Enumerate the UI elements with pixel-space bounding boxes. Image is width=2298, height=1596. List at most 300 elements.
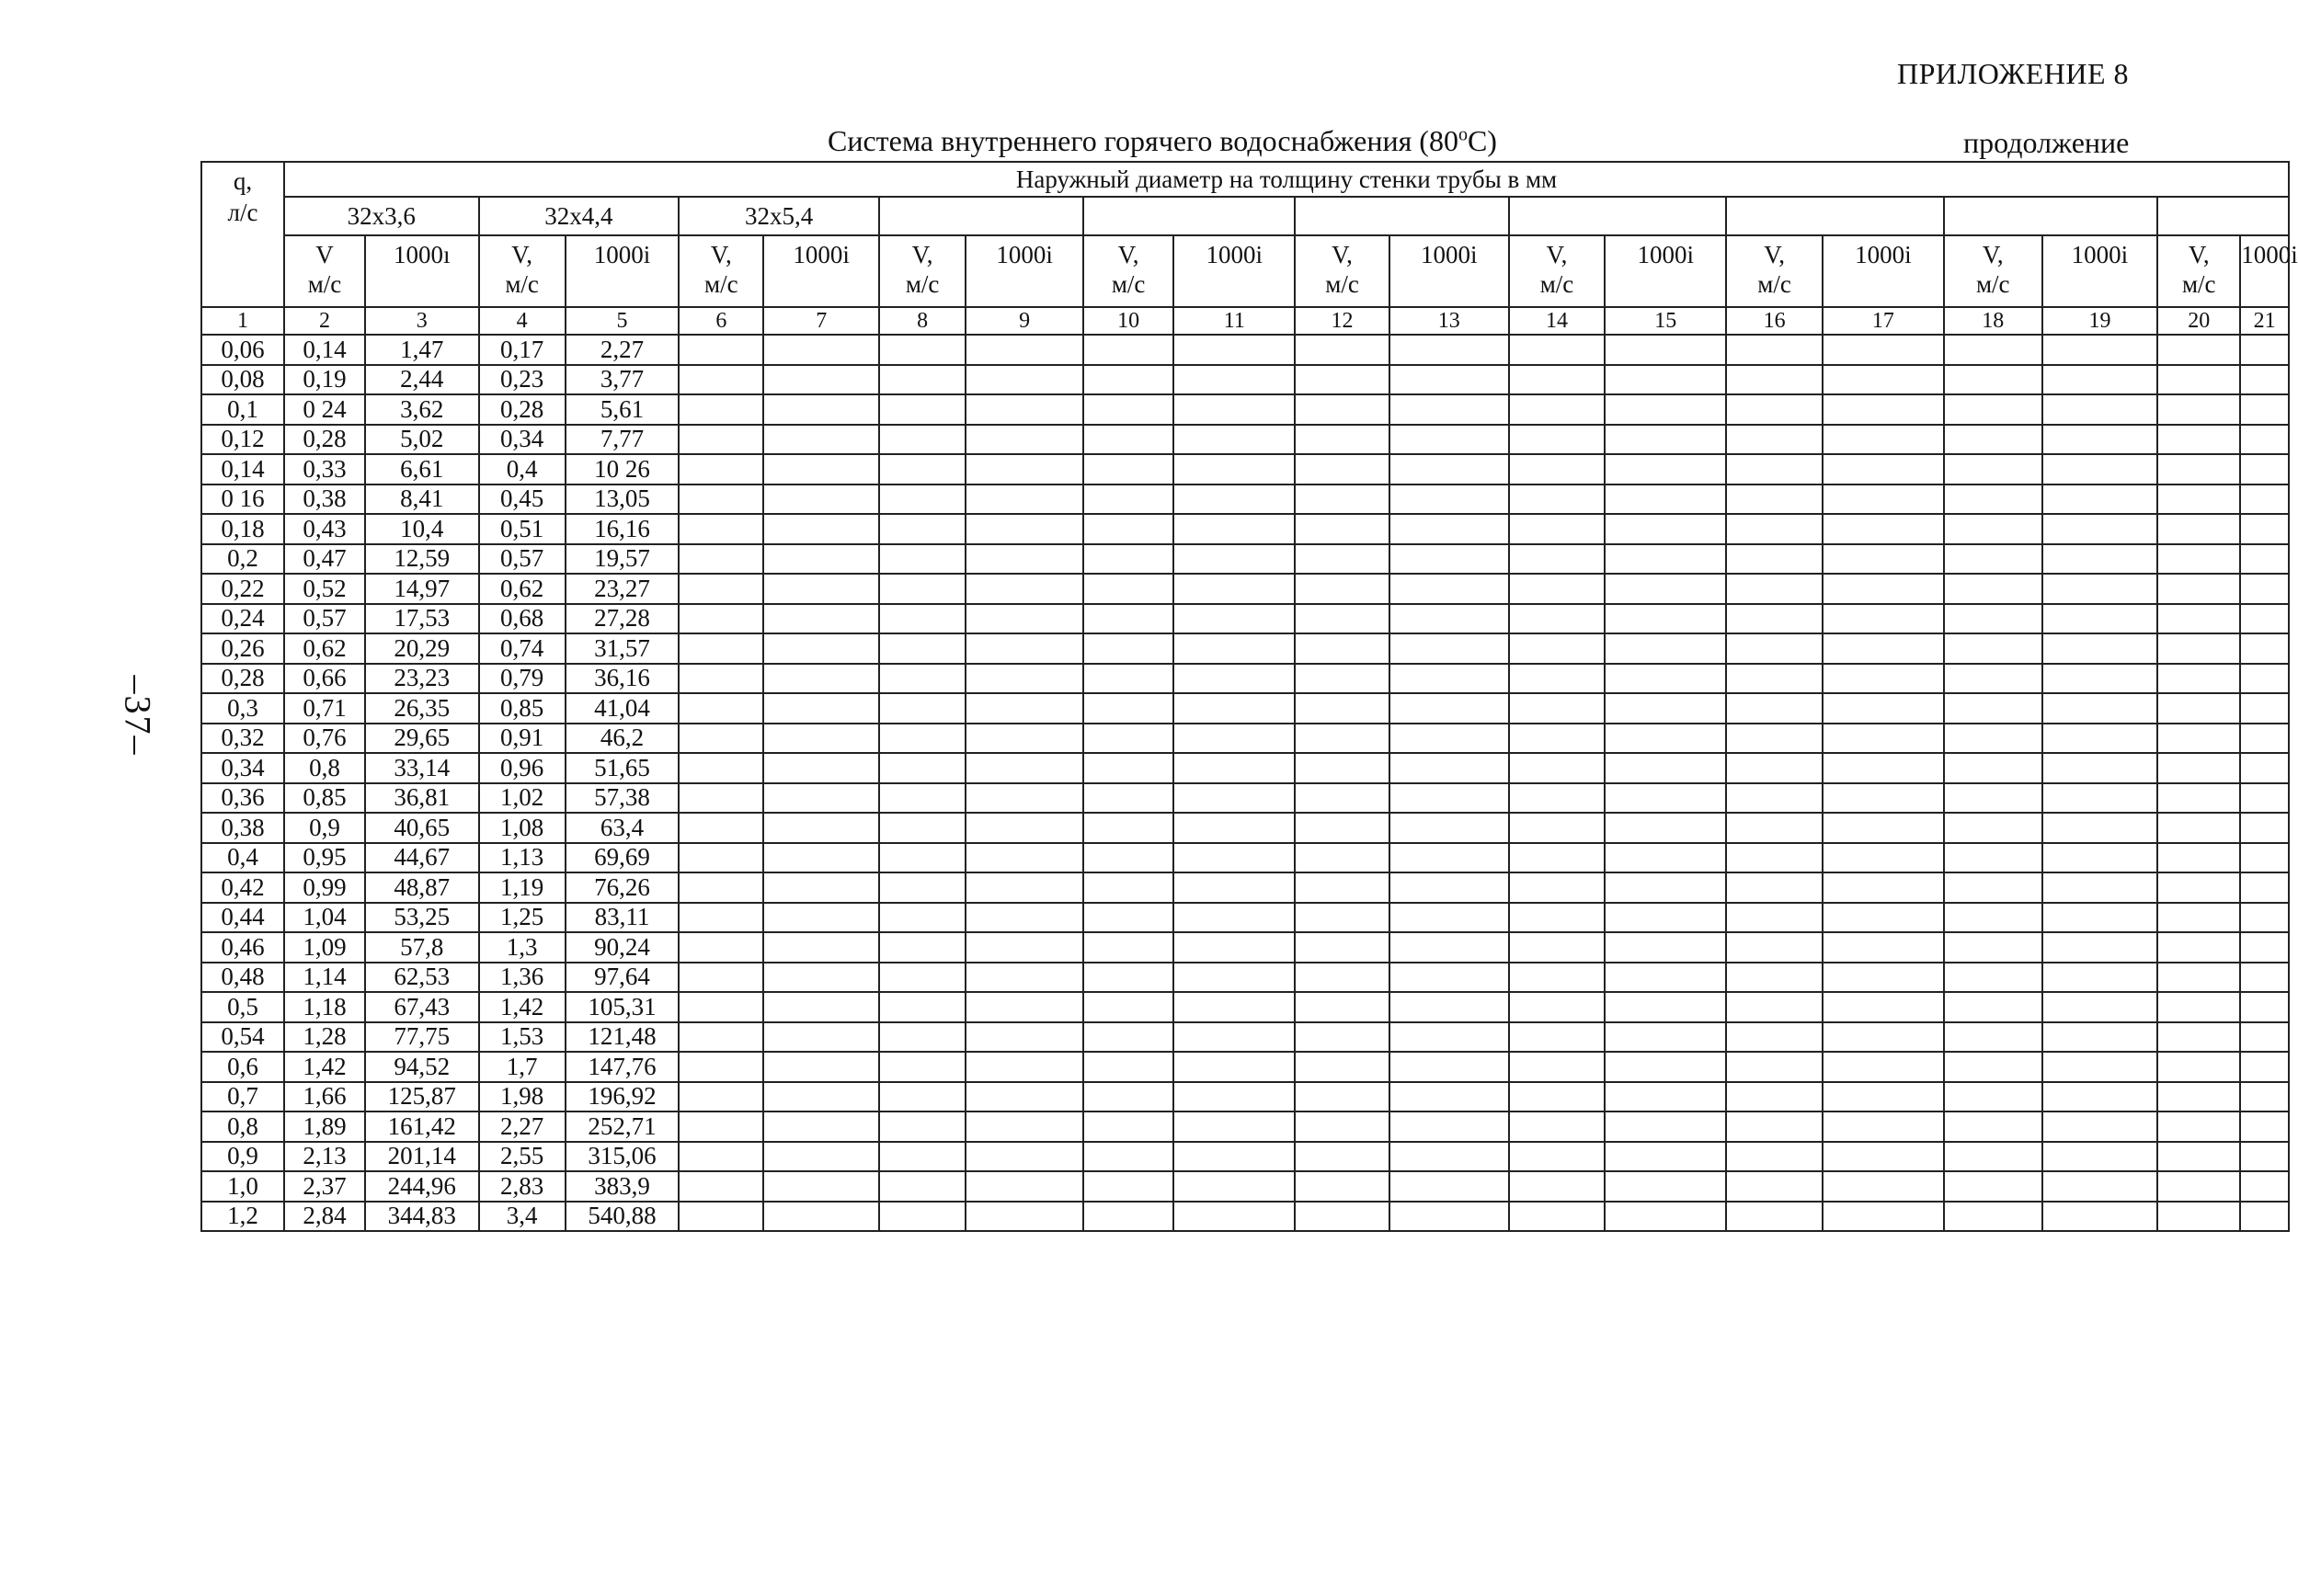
empty-cell (763, 1112, 879, 1142)
empty-cell (1509, 753, 1606, 783)
empty-cell (1389, 813, 1509, 843)
empty-cell (1389, 1112, 1509, 1142)
empty-cell (763, 664, 879, 694)
head-loss-cell: 40,65 (365, 813, 479, 843)
empty-cell (763, 484, 879, 515)
empty-cell (1083, 992, 1173, 1022)
velocity-symbol: V, (2188, 241, 2210, 268)
empty-cell (1173, 394, 1295, 425)
empty-cell (1726, 514, 1823, 544)
empty-cell (1823, 932, 1944, 963)
head-loss-cell: 63,4 (566, 813, 680, 843)
velocity-cell: 1,25 (479, 903, 566, 933)
empty-cell (1726, 1171, 1823, 1202)
empty-cell (679, 664, 763, 694)
velocity-cell: 1,7 (479, 1052, 566, 1082)
empty-cell (679, 1022, 763, 1053)
head-loss-cell: 69,69 (566, 843, 680, 873)
head-loss-cell: 121,48 (566, 1022, 680, 1053)
empty-cell (2240, 425, 2289, 455)
empty-cell (1295, 872, 1389, 903)
empty-cell (1173, 783, 1295, 814)
empty-cell (763, 1052, 879, 1082)
empty-cell (2157, 365, 2240, 395)
velocity-cell: 0,52 (284, 574, 365, 604)
flow-rate-cell: 0,44 (201, 903, 284, 933)
empty-cell (1726, 1022, 1823, 1053)
empty-cell (763, 1022, 879, 1053)
empty-cell (2157, 394, 2240, 425)
velocity-unit: м/с (1111, 270, 1146, 299)
empty-cell (679, 574, 763, 604)
velocity-cell: 2,83 (479, 1171, 566, 1202)
empty-cell (1823, 963, 1944, 993)
empty-cell (879, 1202, 966, 1232)
empty-cell (879, 1171, 966, 1202)
empty-cell (1605, 633, 1726, 664)
empty-cell (2042, 872, 2158, 903)
empty-cell (1295, 365, 1389, 395)
empty-cell (1726, 992, 1823, 1022)
empty-cell (1083, 574, 1173, 604)
empty-cell (2042, 843, 2158, 873)
table-row (201, 484, 2289, 515)
head-loss-cell: 48,87 (365, 872, 479, 903)
empty-cell (966, 813, 1083, 843)
head-loss-cell: 44,67 (365, 843, 479, 873)
empty-cell (763, 693, 879, 724)
head-loss-cell: 97,64 (566, 963, 680, 993)
empty-cell (1173, 1082, 1295, 1112)
empty-cell (1389, 1022, 1509, 1053)
empty-cell (1295, 932, 1389, 963)
empty-cell (763, 544, 879, 575)
empty-cell (1295, 1082, 1389, 1112)
empty-cell (879, 783, 966, 814)
empty-cell (2157, 574, 2240, 604)
empty-cell (1605, 574, 1726, 604)
head-loss-cell: 3,77 (566, 365, 680, 395)
empty-cell (966, 514, 1083, 544)
empty-cell (763, 783, 879, 814)
empty-cell (1509, 903, 1606, 933)
empty-cell (1823, 544, 1944, 575)
velocity-header (1509, 235, 1606, 307)
empty-cell (2042, 1202, 2158, 1232)
empty-cell (1605, 843, 1726, 873)
empty-cell (879, 1082, 966, 1112)
flow-rate-cell: 0,54 (201, 1022, 284, 1053)
empty-cell (1823, 454, 1944, 484)
empty-cell (1083, 1052, 1173, 1082)
empty-cell (1509, 335, 1606, 365)
table-row (201, 514, 2289, 544)
empty-cell (763, 1142, 879, 1172)
flow-rate-cell: 0,24 (201, 604, 284, 634)
empty-cell (2157, 1142, 2240, 1172)
empty-cell (1726, 1202, 1823, 1232)
empty-cell (1509, 514, 1606, 544)
head-loss-cell: 2,27 (566, 335, 680, 365)
empty-cell (966, 664, 1083, 694)
empty-cell (1726, 633, 1823, 664)
empty-cell (1509, 992, 1606, 1022)
empty-cell (1389, 932, 1509, 963)
empty-cell (1605, 1171, 1726, 1202)
empty-cell (1605, 425, 1726, 455)
velocity-header (1726, 235, 1823, 307)
q-header-symbol: q, (233, 167, 253, 195)
velocity-cell: 1,42 (479, 992, 566, 1022)
table-row (201, 454, 2289, 484)
head-loss-cell: 344,83 (365, 1202, 479, 1232)
empty-cell (1605, 753, 1726, 783)
empty-cell (1605, 394, 1726, 425)
column-number: 8 (879, 307, 966, 335)
empty-cell (2157, 963, 2240, 993)
empty-cell (2240, 903, 2289, 933)
column-number: 10 (1083, 307, 1173, 335)
empty-cell (1295, 1171, 1389, 1202)
empty-cell (2042, 992, 2158, 1022)
flow-rate-cell: 0,18 (201, 514, 284, 544)
empty-cell (1726, 425, 1823, 455)
empty-cell (763, 633, 879, 664)
head-loss-cell: 161,42 (365, 1112, 479, 1142)
empty-cell (1295, 903, 1389, 933)
head-loss-cell: 36,81 (365, 783, 479, 814)
empty-cell (2240, 963, 2289, 993)
velocity-unit: м/с (905, 270, 940, 299)
head-loss-cell: 105,31 (566, 992, 680, 1022)
empty-cell (879, 454, 966, 484)
empty-cell (1726, 394, 1823, 425)
empty-cell (1083, 454, 1173, 484)
empty-cell (1295, 1052, 1389, 1082)
empty-cell (966, 872, 1083, 903)
table-row (201, 903, 2289, 933)
empty-cell (1083, 664, 1173, 694)
empty-cell (1726, 932, 1823, 963)
empty-cell (2042, 394, 2158, 425)
empty-cell (1726, 574, 1823, 604)
empty-cell (879, 604, 966, 634)
empty-cell (1509, 1082, 1606, 1112)
velocity-cell: 0,34 (479, 425, 566, 455)
empty-cell (2042, 365, 2158, 395)
flow-rate-cell: 0,5 (201, 992, 284, 1022)
empty-cell (1389, 365, 1509, 395)
empty-cell (1944, 335, 2042, 365)
q-header-unit: л/с (227, 198, 258, 226)
empty-cell (679, 903, 763, 933)
empty-cell (1726, 664, 1823, 694)
empty-cell (879, 574, 966, 604)
empty-cell (1726, 693, 1823, 724)
velocity-unit: м/с (1975, 270, 2010, 299)
empty-cell (1295, 783, 1389, 814)
empty-cell (2157, 783, 2240, 814)
velocity-cell: 0,95 (284, 843, 365, 873)
head-loss-cell: 90,24 (566, 932, 680, 963)
empty-cell (1726, 484, 1823, 515)
empty-cell (1605, 693, 1726, 724)
empty-cell (679, 454, 763, 484)
empty-cell (879, 693, 966, 724)
table-row (201, 664, 2289, 694)
empty-cell (1509, 783, 1606, 814)
empty-cell (1605, 514, 1726, 544)
head-loss-cell: 147,76 (566, 1052, 680, 1082)
empty-cell (2042, 813, 2158, 843)
velocity-cell: 0,51 (479, 514, 566, 544)
velocity-cell: 0 24 (284, 394, 365, 425)
table-row (201, 604, 2289, 634)
velocity-cell: 0,23 (479, 365, 566, 395)
head-loss-cell: 23,27 (566, 574, 680, 604)
empty-cell (1083, 394, 1173, 425)
empty-cell (2042, 1082, 2158, 1112)
head-loss-cell: 62,53 (365, 963, 479, 993)
empty-cell (2157, 693, 2240, 724)
empty-cell (1823, 425, 1944, 455)
pipe-size-header (1726, 197, 1944, 235)
empty-cell (2240, 544, 2289, 575)
velocity-unit: м/с (307, 270, 342, 299)
continuation-label: продолжение (1963, 126, 2130, 159)
head-loss-cell: 83,11 (566, 903, 680, 933)
head-loss-cell: 8,41 (365, 484, 479, 515)
empty-cell (1389, 724, 1509, 754)
q-column-header (201, 162, 284, 307)
velocity-cell: 1,19 (479, 872, 566, 903)
flow-rate-cell: 0,34 (201, 753, 284, 783)
table-row (201, 753, 2289, 783)
empty-cell (1823, 813, 1944, 843)
title-degree: o (1458, 124, 1468, 145)
velocity-cell: 0,57 (479, 544, 566, 575)
velocity-symbol: V, (511, 241, 532, 268)
empty-cell (1605, 604, 1726, 634)
flow-rate-cell: 0 16 (201, 484, 284, 515)
empty-cell (966, 753, 1083, 783)
empty-cell (879, 1022, 966, 1053)
velocity-cell: 1,66 (284, 1082, 365, 1112)
empty-cell (763, 514, 879, 544)
empty-cell (1389, 544, 1509, 575)
head-loss-header: 1000i (1823, 235, 1944, 307)
empty-cell (1295, 1022, 1389, 1053)
empty-cell (679, 872, 763, 903)
empty-cell (1083, 1082, 1173, 1112)
head-loss-header: 1000ı (365, 235, 479, 307)
empty-cell (1083, 1112, 1173, 1142)
empty-cell (1823, 724, 1944, 754)
empty-cell (1295, 1142, 1389, 1172)
hydraulic-table (200, 161, 2298, 1232)
empty-cell (2157, 753, 2240, 783)
empty-cell (679, 1082, 763, 1112)
head-loss-cell: 383,9 (566, 1171, 680, 1202)
empty-cell (2042, 903, 2158, 933)
empty-cell (1944, 813, 2042, 843)
empty-cell (2240, 1052, 2289, 1082)
head-loss-cell: 27,28 (566, 604, 680, 634)
empty-cell (2240, 1202, 2289, 1232)
empty-cell (2240, 484, 2289, 515)
table-row (201, 1202, 2289, 1232)
empty-cell (1295, 724, 1389, 754)
velocity-cell: 0,96 (479, 753, 566, 783)
empty-cell (1389, 872, 1509, 903)
empty-cell (2157, 335, 2240, 365)
empty-cell (1173, 1022, 1295, 1053)
empty-cell (1509, 1112, 1606, 1142)
empty-cell (1509, 693, 1606, 724)
empty-cell (966, 544, 1083, 575)
velocity-cell: 1,18 (284, 992, 365, 1022)
velocity-unit: м/с (505, 270, 539, 299)
empty-cell (1726, 753, 1823, 783)
table-row (201, 633, 2289, 664)
table-row (201, 425, 2289, 455)
empty-cell (879, 1112, 966, 1142)
head-loss-cell: 33,14 (365, 753, 479, 783)
empty-cell (2240, 693, 2289, 724)
empty-cell (1389, 1052, 1509, 1082)
head-loss-cell: 196,92 (566, 1082, 680, 1112)
empty-cell (1083, 514, 1173, 544)
empty-cell (2042, 514, 2158, 544)
flow-rate-cell: 0,4 (201, 843, 284, 873)
empty-cell (763, 1202, 879, 1232)
empty-cell (1295, 425, 1389, 455)
empty-cell (879, 843, 966, 873)
empty-cell (1173, 514, 1295, 544)
table-row (201, 843, 2289, 873)
empty-cell (1605, 1022, 1726, 1053)
empty-cell (1726, 1052, 1823, 1082)
head-loss-cell: 17,53 (365, 604, 479, 634)
empty-cell (1726, 604, 1823, 634)
empty-cell (2042, 963, 2158, 993)
velocity-cell: 0,8 (284, 753, 365, 783)
empty-cell (1605, 365, 1726, 395)
column-number: 21 (2240, 307, 2289, 335)
empty-cell (879, 992, 966, 1022)
empty-cell (966, 1202, 1083, 1232)
head-loss-cell: 31,57 (566, 633, 680, 664)
appendix-label: ПРИЛОЖЕНИЕ 8 (1896, 57, 2129, 90)
pipe-size-header: 32x3,6 (284, 197, 478, 235)
empty-cell (966, 574, 1083, 604)
velocity-cell: 2,55 (479, 1142, 566, 1172)
table-row (201, 783, 2289, 814)
pipe-size-header (2157, 197, 2289, 235)
empty-cell (879, 932, 966, 963)
head-loss-cell: 315,06 (566, 1142, 680, 1172)
empty-cell (1509, 604, 1606, 634)
empty-cell (1173, 1142, 1295, 1172)
empty-cell (1726, 724, 1823, 754)
velocity-cell: 0,43 (284, 514, 365, 544)
velocity-cell: 0,57 (284, 604, 365, 634)
empty-cell (2157, 1022, 2240, 1053)
empty-cell (1083, 484, 1173, 515)
velocity-symbol: V, (1982, 241, 2004, 268)
empty-cell (1389, 1082, 1509, 1112)
empty-cell (1944, 783, 2042, 814)
head-loss-cell: 5,02 (365, 425, 479, 455)
empty-cell (2240, 783, 2289, 814)
empty-cell (1944, 1202, 2042, 1232)
empty-cell (2042, 724, 2158, 754)
empty-cell (2157, 484, 2240, 515)
head-loss-header: 1000i (2042, 235, 2158, 307)
velocity-cell: 1,09 (284, 932, 365, 963)
velocity-cell: 0,68 (479, 604, 566, 634)
flow-rate-cell: 0,6 (201, 1052, 284, 1082)
empty-cell (1083, 1022, 1173, 1053)
empty-cell (1083, 335, 1173, 365)
empty-cell (1083, 724, 1173, 754)
empty-cell (1173, 1112, 1295, 1142)
empty-cell (1509, 574, 1606, 604)
head-loss-cell: 16,16 (566, 514, 680, 544)
empty-cell (966, 1082, 1083, 1112)
flow-rate-cell: 0,12 (201, 425, 284, 455)
empty-cell (763, 1082, 879, 1112)
empty-cell (1605, 783, 1726, 814)
column-number: 4 (479, 307, 566, 335)
empty-cell (1823, 484, 1944, 515)
empty-cell (1509, 454, 1606, 484)
empty-cell (1726, 544, 1823, 575)
empty-cell (966, 1052, 1083, 1082)
empty-cell (1295, 604, 1389, 634)
empty-cell (1823, 604, 1944, 634)
empty-cell (1944, 1142, 2042, 1172)
head-loss-cell: 201,14 (365, 1142, 479, 1172)
empty-cell (2157, 724, 2240, 754)
head-loss-cell: 41,04 (566, 693, 680, 724)
table-row (201, 963, 2289, 993)
flow-rate-cell: 0,26 (201, 633, 284, 664)
head-loss-cell: 26,35 (365, 693, 479, 724)
empty-cell (2240, 335, 2289, 365)
empty-cell (679, 1202, 763, 1232)
velocity-cell: 0,85 (284, 783, 365, 814)
empty-cell (1944, 872, 2042, 903)
empty-cell (1509, 484, 1606, 515)
empty-cell (966, 335, 1083, 365)
empty-cell (1389, 992, 1509, 1022)
head-loss-cell: 29,65 (365, 724, 479, 754)
velocity-cell: 0,19 (284, 365, 365, 395)
velocity-cell: 2,37 (284, 1171, 365, 1202)
empty-cell (1726, 963, 1823, 993)
empty-cell (1944, 633, 2042, 664)
empty-cell (1726, 813, 1823, 843)
page-title (828, 124, 1497, 158)
empty-cell (763, 604, 879, 634)
empty-cell (2240, 1142, 2289, 1172)
empty-cell (1823, 574, 1944, 604)
empty-cell (2157, 872, 2240, 903)
velocity-cell: 0,71 (284, 693, 365, 724)
pipe-size-header: 32x5,4 (679, 197, 879, 235)
empty-cell (679, 843, 763, 873)
